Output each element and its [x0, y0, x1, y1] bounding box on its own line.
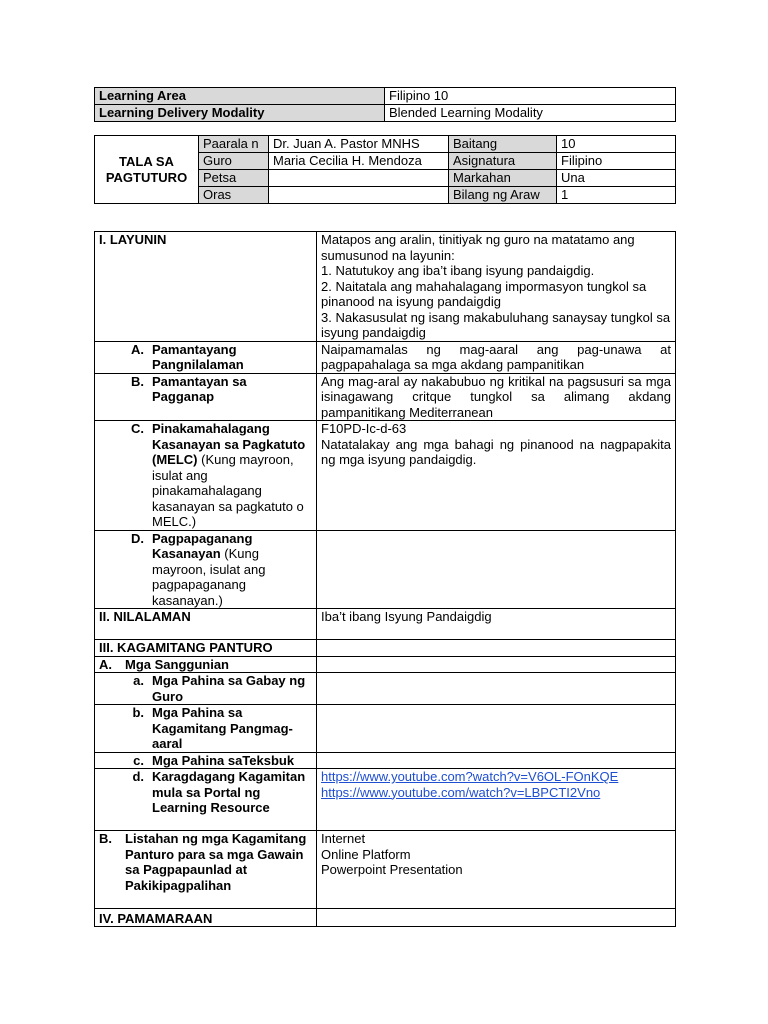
delivery-modality-row: [95, 105, 676, 122]
item-text: [152, 421, 312, 530]
item-text: Mga Sanggunian: [125, 656, 229, 672]
item-marker: B.: [99, 831, 112, 846]
guro-value: Maria Cecilia H. Mendoza: [269, 153, 449, 170]
baitang-value: 10: [557, 136, 676, 153]
melc-code: F10PD-Ic-d-63: [321, 421, 407, 436]
item-text: Listahan ng mga Kagamitang Panturo para sa mga Gawain sa Pagpapaunlad at Pakikipagpalihan: [125, 831, 307, 893]
markahan-value: Una: [557, 170, 676, 187]
nilalaman-row: [95, 609, 676, 640]
item-text: [152, 531, 312, 609]
gabay-ng-guro-label: [99, 673, 312, 704]
bilang-ng-araw-value: 1: [557, 187, 676, 204]
gabay-ng-guro-row: [95, 673, 676, 705]
melc-title: Pinakamahalagang Kasanayan sa Pagkatuto (MELC): [152, 421, 306, 467]
lesson-plan-table: [94, 231, 676, 927]
pamantayan-sa-pagganap-value: Ang mag-aral ay nakabubuo ng kritikal na pagsusuri sa mga isinagawang critque tungkol sa alimang akdang pampanitikang Mediterranean: [317, 373, 676, 421]
pamamaraan-label: IV. PAMAMARAAN: [95, 909, 317, 927]
listahan-item: Powerpoint Presentation: [321, 862, 463, 877]
pagpapaganang-kasanayan-value: [317, 530, 676, 609]
item-text: Mga Pahina saTeksbuk: [152, 752, 295, 768]
pagpapaganang-title: Pagpapaganang Kasanayan: [152, 530, 253, 561]
layunin-label: I. LAYUNIN: [95, 232, 317, 342]
pagpapaganang-kasanayan-label: [99, 531, 312, 609]
melc-note: (Kung mayroon, isulat ang pinakamahalagang kasanayan sa pagkatuto o MELC.): [152, 452, 304, 529]
pamamaraan-row: [95, 909, 676, 927]
pamantayang-pangnilalaman-row: [95, 341, 676, 373]
delivery-modality-label: Learning Delivery Modality: [95, 105, 385, 122]
kagamitang-pangmag-aaral-label: [99, 705, 312, 752]
layunin-row: [95, 232, 676, 342]
item-marker: B.: [131, 373, 144, 389]
markahan-label: Markahan: [449, 170, 557, 187]
item-marker: b.: [132, 705, 144, 720]
layunin-item-1: 1. Natutukoy ang iba’t ibang isyung pandaigdig.: [321, 263, 595, 278]
mga-sanggunian-row: [95, 656, 676, 673]
item-text: Mga Pahina sa Gabay ng Guro: [152, 673, 306, 704]
learning-area-label: Learning Area: [95, 88, 385, 105]
asignatura-value: Filipino: [557, 153, 676, 170]
kagamitang-pangmag-aaral-row: [95, 705, 676, 753]
layunin-intro: Matapos ang aralin, tinitiyak ng guro na matatamo ang sumusunod na layunin:: [321, 232, 635, 263]
item-marker: a.: [133, 673, 144, 688]
oras-label: Oras: [199, 187, 269, 204]
kagamitang-panturo-label: III. KAGAMITANG PANTURO: [95, 640, 317, 657]
item-text: Karagdagang Kagamitan mula sa Portal ng Learning Resource: [152, 769, 306, 815]
pagpapaganang-note: (Kung mayroon, isulat ang pagpapaganang kasanayan.): [152, 546, 266, 608]
learning-area-value: Filipino 10: [385, 88, 676, 105]
oras-value: [269, 187, 449, 204]
tala-title-line1: TALA SA: [119, 153, 174, 169]
pagpapaganang-kasanayan-row: [95, 530, 676, 609]
listahan-row: [95, 831, 676, 909]
youtube-link-1[interactable]: https://www.youtube.com?watch?v=V6OL-FOnKQE: [321, 769, 619, 784]
pamantayang-pangnilalaman-value: Naipamamalas ng mag-aaral ang pag-unawa at pagpapahalaga sa mga akdang pampanitikan: [317, 341, 676, 373]
layunin-item-3: 3. Nakasusulat ng isang makabuluhang sanaysay tungkol sa isyung pandaigdig: [321, 309, 671, 340]
tala-title-line2: PAGTUTURO: [105, 169, 188, 185]
learning-area-row: [95, 88, 676, 105]
melc-value: Natatalakay ang mga bahagi ng pinanood na nagpapakita ng mga isyung pandaigdig.: [321, 436, 671, 467]
paaralan-label: Paarala n: [199, 136, 269, 153]
layunin-item-2: 2. Naitatala ang mahahalagang impormasyon tungkol sa pinanood na isyung pandaigdig: [321, 278, 647, 309]
learning-area-table: [94, 87, 676, 122]
item-marker: c.: [133, 752, 144, 768]
listahan-item: Internet: [321, 831, 366, 846]
kagamitang-panturo-row: [95, 640, 676, 657]
pamantayan-sa-pagganap-row: [95, 373, 676, 421]
learning-resource-label: [99, 769, 312, 816]
item-marker: D.: [131, 530, 144, 546]
pamantayang-pangnilalaman-label: [99, 342, 312, 373]
item-marker: A.: [99, 656, 112, 672]
item-text: Pamantayang Pangnilalaman: [152, 341, 244, 372]
item-marker: C.: [131, 421, 144, 436]
paaralan-value: Dr. Juan A. Pastor MNHS: [269, 136, 449, 153]
tala-info-table: [94, 135, 676, 204]
asignatura-label: Asignatura: [449, 153, 557, 170]
item-text: Mga Pahina sa Kagamitang Pangmag-aaral: [152, 705, 293, 751]
nilalaman-value: Iba’t ibang Isyung Pandaigdig: [317, 609, 676, 640]
listahan-item: Online Platform: [321, 846, 411, 862]
baitang-label: Baitang: [449, 136, 557, 153]
listahan-label: [99, 831, 312, 893]
petsa-label: Petsa: [199, 170, 269, 187]
learning-resource-row: [95, 769, 676, 831]
layunin-content: [317, 232, 676, 342]
melc-label: [99, 421, 312, 530]
item-marker: A.: [131, 341, 144, 357]
mga-sanggunian-label: [99, 657, 312, 673]
teksbuk-label: [99, 753, 312, 769]
melc-row: [95, 421, 676, 531]
nilalaman-label: II. NILALAMAN: [95, 609, 317, 640]
guro-label: Guro: [199, 153, 269, 170]
youtube-link-2[interactable]: https://www.youtube.com/watch?v=LBPCTI2Vno: [321, 784, 601, 800]
petsa-value: [269, 170, 449, 187]
item-marker: d.: [132, 769, 144, 784]
teksbuk-row: [95, 752, 676, 769]
bilang-ng-araw-label: Bilang ng Araw: [449, 187, 557, 204]
pamantayan-sa-pagganap-label: [99, 374, 312, 405]
melc-content: [317, 421, 676, 531]
delivery-modality-value: Blended Learning Modality: [385, 105, 676, 122]
item-text: Pamantayan sa Pagganap: [152, 373, 247, 404]
tala-title: [95, 136, 199, 204]
